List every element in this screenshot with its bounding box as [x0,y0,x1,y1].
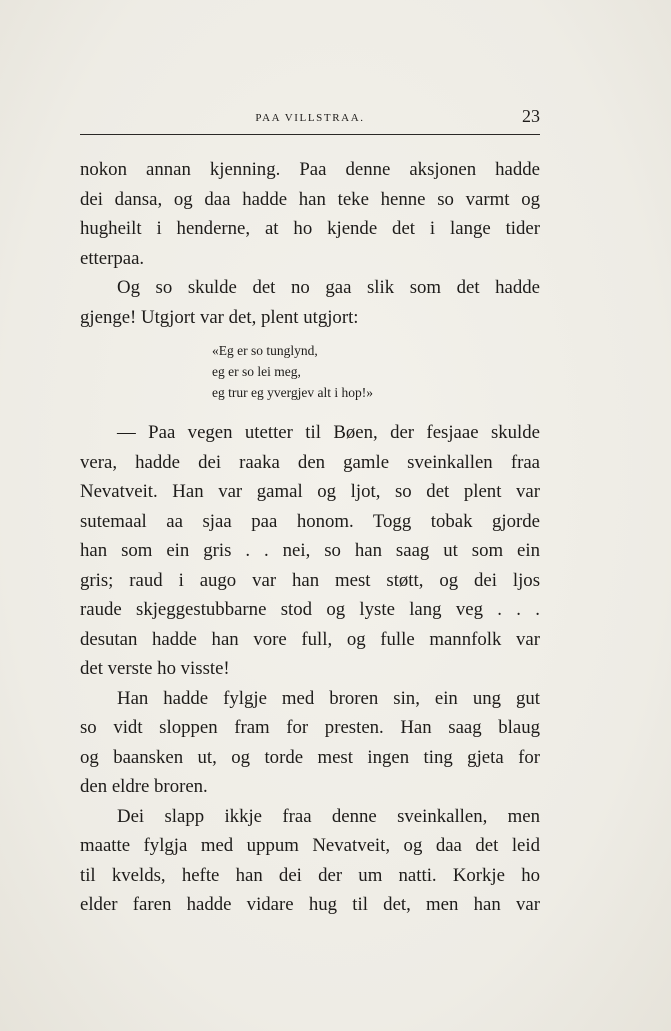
running-title: PAA VILLSTRAA. [255,112,365,124]
text-line: desutan hadde han vore full, og fulle mannfolk var [80,628,540,650]
running-head [80,106,540,130]
verse-line: eg er so lei meg, [212,364,301,379]
text-line: etterpaa. [80,247,145,269]
text-line: raude skjeggestubbarne stod og lyste lang veg . . . [80,599,540,620]
text-line: gris; raud i augo var han mest støtt, og dei ljos [80,569,540,591]
text-line: Dei slapp ikkje fraa denne sveinkallen, men [117,805,540,827]
text-line: den eldre broren. [80,776,208,797]
header-rule [80,134,540,135]
text-line: Nevatveit. Han var gamal og ljot, so det plent var [80,481,540,502]
text-line: Og so skulde det no gaa slik som det hadde [117,277,540,298]
text-line: det verste ho visste! [80,658,230,679]
text-line: gjenge! Utgjort var det, plent utgjort: [80,306,359,328]
verse-line: «Eg er so tunglynd, [212,343,318,358]
text-line: elder faren hadde vidare hug til det, men han var [80,894,540,915]
text-line: vera, hadde dei raaka den gamle sveinkallen fraa [80,451,540,473]
verse-line: eg trur eg yvergjev alt i hop!» [212,385,373,400]
text-block-2 [80,418,540,920]
text-line: maatte fylgja med uppum Nevatveit, og daa det leid [80,835,540,856]
text-line: nokon annan kjenning. Paa denne aksjonen hadde [80,159,540,180]
verse-quote [212,340,373,403]
text-line: dei dansa, og daa hadde han teke henne so varmt og [80,188,540,210]
text-line: Han hadde fylgje med broren sin, ein ung gut [117,687,540,709]
text-line: han som ein gris . . nei, so han saag ut som ein [80,540,540,561]
text-line: og baansken ut, og torde mest ingen ting gjeta for [80,746,540,768]
text-line: til kvelds, hefte han dei der um natti. Korkje ho [80,864,540,886]
text-line: sutemaal aa sjaa paa honom. Togg tobak gjorde [80,510,540,532]
text-line: so vidt sloppen fram for presten. Han saag blaug [80,717,540,738]
text-line: — Paa vegen utetter til Bøen, der fesjaae skulde [117,422,540,443]
page-number: 23 [522,106,540,126]
text-block-1 [80,155,540,332]
text-line: hugheilt i henderne, at ho kjende det i lange tider [80,218,540,239]
